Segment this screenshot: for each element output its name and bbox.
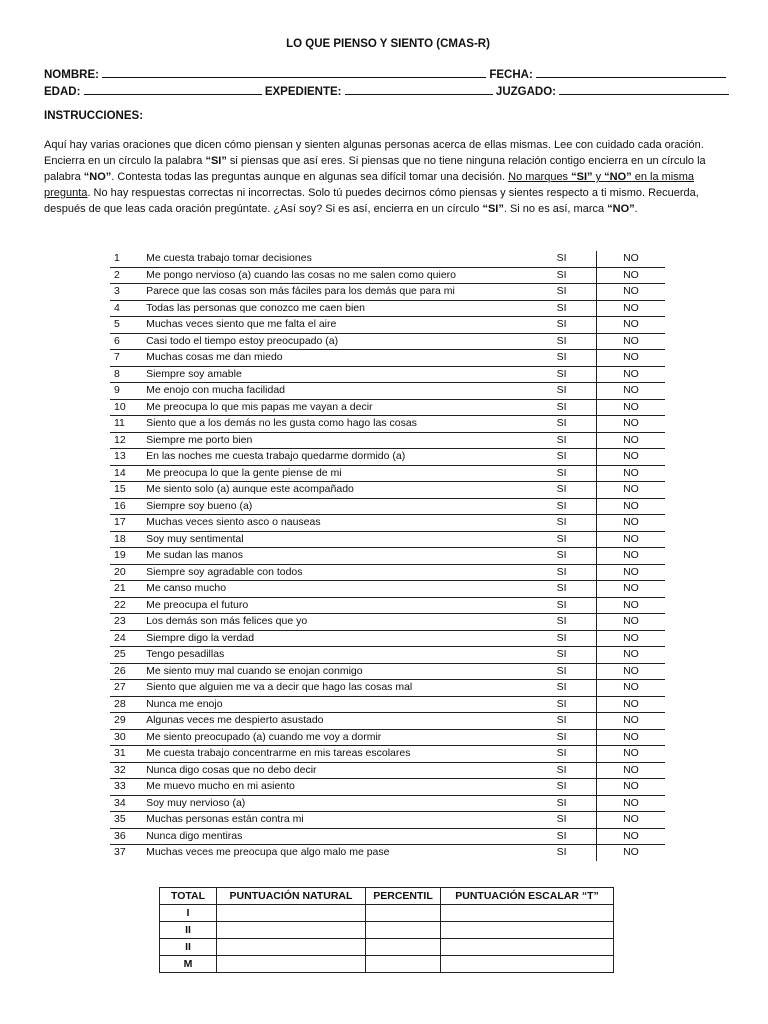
- table-row: [110, 317, 665, 334]
- item-text: Muchas veces me preocupa que algo malo me pase: [146, 846, 390, 859]
- item-number: 7: [110, 350, 146, 367]
- score-header-total: TOTAL: [160, 888, 217, 905]
- table-row: [110, 284, 665, 301]
- option-si[interactable]: SI: [517, 383, 596, 400]
- item-number: 29: [110, 713, 146, 730]
- item-number: 13: [110, 449, 146, 466]
- instructions-text: Aquí hay varias oraciones que dicen cómo piensan y sienten algunas personas acerca de ellas mismas. Lee con cuidado cada oración. Encierra en un círculo la palabra “SI” si piensas que así eres. Si piensas que no tiene ninguna relación contigo encierra en un círculo la palabra “NO”. Contesta todas las preguntas aunque en algunas sea difícil tomar una decisión. No marques “SI” y “NO” en la misma pregunta. No hay respuestas correctas ni incorrectas. Solo tú puedes decirnos cómo piensas y sientes respecto a ti mismo. Recuerda, después de que leas cada oración pregúntate. ¿Así soy? Si es así, encierra en un círculo “SI”. Si no es así, marca “NO”.: [44, 139, 706, 215]
- table-row: [110, 267, 665, 284]
- escalar-cell[interactable]: [441, 905, 614, 922]
- table-row: [110, 597, 665, 614]
- option-si[interactable]: SI: [517, 399, 596, 416]
- item-text: Me cuesta trabajo concentrarme en mis tareas escolares: [146, 746, 517, 763]
- score-header-row: [160, 888, 614, 905]
- item-text: Me preocupa lo que la gente piense de mi: [146, 465, 517, 482]
- table-row: [110, 647, 665, 664]
- nombre-field[interactable]: [102, 66, 486, 78]
- option-no[interactable]: NO: [596, 350, 665, 367]
- score-row: [160, 939, 614, 956]
- item-number: 27: [110, 680, 146, 697]
- option-si[interactable]: SI: [517, 795, 596, 812]
- option-no[interactable]: NO: [596, 531, 665, 548]
- option-si[interactable]: SI: [517, 630, 596, 647]
- percentil-cell[interactable]: [366, 956, 441, 973]
- item-text: En las noches me cuesta trabajo quedarme dormido (a): [146, 449, 517, 466]
- item-number: 3: [110, 284, 146, 301]
- table-row: [110, 300, 665, 317]
- header-row-1: [44, 66, 734, 81]
- item-text: Me preocupa lo que mis papas me vayan a decir: [146, 399, 517, 416]
- item-text: Soy muy sentimental: [146, 531, 517, 548]
- item-number: 2: [110, 267, 146, 284]
- table-row: [110, 432, 665, 449]
- option-no[interactable]: NO: [596, 482, 665, 499]
- natural-score-cell[interactable]: [217, 922, 366, 939]
- item-text: Muchas personas están contra mi: [146, 812, 517, 829]
- item-text: Siento que a los demás no les gusta como hago las cosas: [146, 416, 517, 433]
- option-no[interactable]: NO: [596, 597, 665, 614]
- option-si[interactable]: SI: [517, 416, 596, 433]
- item-text: Siempre digo la verdad: [146, 630, 517, 647]
- item-number: 36: [110, 828, 146, 845]
- table-row: [110, 581, 665, 598]
- option-no[interactable]: NO: [596, 828, 665, 845]
- option-no[interactable]: NO: [596, 432, 665, 449]
- item-text: Me preocupa el futuro: [146, 597, 517, 614]
- edad-field[interactable]: [84, 83, 262, 95]
- escalar-cell[interactable]: [441, 939, 614, 956]
- score-row-label: II: [160, 939, 217, 956]
- item-number: 14: [110, 465, 146, 482]
- item-number: 24: [110, 630, 146, 647]
- item-text: Me muevo mucho en mi asiento: [146, 779, 517, 796]
- escalar-cell[interactable]: [441, 956, 614, 973]
- table-row: [110, 845, 665, 861]
- score-table: [159, 887, 614, 973]
- option-si[interactable]: SI: [517, 581, 596, 598]
- table-row: [110, 498, 665, 515]
- option-si[interactable]: SI: [517, 762, 596, 779]
- item-number: 16: [110, 498, 146, 515]
- option-no[interactable]: NO: [596, 663, 665, 680]
- table-row: [110, 465, 665, 482]
- option-si[interactable]: SI: [556, 846, 567, 859]
- option-si[interactable]: SI: [517, 564, 596, 581]
- option-si[interactable]: SI: [517, 432, 596, 449]
- item-number: 34: [110, 795, 146, 812]
- table-row: [110, 828, 665, 845]
- option-no[interactable]: NO: [596, 548, 665, 565]
- item-number: 31: [110, 746, 146, 763]
- item-text: Nunca me enojo: [146, 696, 517, 713]
- table-row: [110, 383, 665, 400]
- page-title: LO QUE PIENSO Y SIENTO (CMAS-R): [286, 38, 490, 50]
- option-si[interactable]: SI: [517, 498, 596, 515]
- score-header-percentil: PERCENTIL: [366, 888, 441, 905]
- option-no[interactable]: NO: [596, 614, 665, 631]
- score-row-label: I: [160, 905, 217, 922]
- item-number: 4: [110, 300, 146, 317]
- item-number: 1: [110, 251, 146, 267]
- option-si[interactable]: SI: [517, 729, 596, 746]
- option-si[interactable]: SI: [517, 300, 596, 317]
- juzgado-field[interactable]: [559, 83, 729, 95]
- item-text: Nunca digo cosas que no debo decir: [146, 762, 517, 779]
- option-no[interactable]: NO: [596, 498, 665, 515]
- item-number: 32: [110, 762, 146, 779]
- item-text: Me sudan las manos: [146, 548, 517, 565]
- table-row: [110, 713, 665, 730]
- item-number: 8: [110, 366, 146, 383]
- option-si[interactable]: SI: [517, 828, 596, 845]
- item-text: Me siento muy mal cuando se enojan conmigo: [146, 663, 517, 680]
- percentil-cell[interactable]: [366, 905, 441, 922]
- item-number: 22: [110, 597, 146, 614]
- item-text: Siempre soy bueno (a): [146, 498, 517, 515]
- score-row: [160, 922, 614, 939]
- fecha-label: FECHA:: [489, 69, 533, 81]
- item-number: 21: [110, 581, 146, 598]
- item-text: Me siento solo (a) aunque este acompañado: [146, 482, 517, 499]
- table-row: [110, 350, 665, 367]
- table-row: [110, 795, 665, 812]
- fecha-field[interactable]: [536, 66, 726, 78]
- item-number: 37: [114, 846, 126, 859]
- table-row: [110, 333, 665, 350]
- table-row: [110, 515, 665, 532]
- option-no[interactable]: NO: [596, 762, 665, 779]
- item-number: 15: [110, 482, 146, 499]
- item-text: Muchas veces siento asco o nauseas: [146, 515, 517, 532]
- item-number: 18: [110, 531, 146, 548]
- option-no[interactable]: NO: [596, 399, 665, 416]
- score-row: [160, 956, 614, 973]
- option-si[interactable]: SI: [517, 333, 596, 350]
- item-text: Parece que las cosas son más fáciles para los demás que para mi: [146, 284, 517, 301]
- option-si[interactable]: SI: [517, 696, 596, 713]
- option-no[interactable]: NO: [596, 333, 665, 350]
- item-text: Me cuesta trabajo tomar decisiones: [146, 251, 517, 267]
- item-text: Siempre soy amable: [146, 366, 517, 383]
- option-no[interactable]: NO: [596, 680, 665, 697]
- table-row: [110, 564, 665, 581]
- option-no[interactable]: NO: [596, 630, 665, 647]
- option-no[interactable]: NO: [596, 366, 665, 383]
- item-text: Los demás son más felices que yo: [146, 614, 517, 631]
- option-no[interactable]: NO: [596, 729, 665, 746]
- option-si[interactable]: SI: [517, 614, 596, 631]
- expediente-label: EXPEDIENTE:: [264, 86, 342, 98]
- option-no[interactable]: NO: [596, 812, 665, 829]
- item-number: 6: [110, 333, 146, 350]
- option-si[interactable]: SI: [517, 465, 596, 482]
- item-text: Todas las personas que conozco me caen bien: [146, 300, 517, 317]
- juzgado-label: JUZGADO:: [495, 86, 556, 98]
- option-si[interactable]: SI: [517, 713, 596, 730]
- table-row: [110, 416, 665, 433]
- option-si[interactable]: SI: [517, 482, 596, 499]
- natural-score-cell[interactable]: [217, 905, 366, 922]
- score-row-label: II: [160, 922, 217, 939]
- item-number: 10: [110, 399, 146, 416]
- item-number: 25: [110, 647, 146, 664]
- option-no[interactable]: NO: [596, 713, 665, 730]
- nombre-label: NOMBRE:: [44, 69, 99, 81]
- table-row: [110, 630, 665, 647]
- item-number: 17: [110, 515, 146, 532]
- option-si[interactable]: SI: [517, 779, 596, 796]
- questionnaire-table: [110, 251, 665, 861]
- option-no[interactable]: NO: [596, 779, 665, 796]
- option-si[interactable]: SI: [517, 597, 596, 614]
- option-no[interactable]: NO: [596, 383, 665, 400]
- item-text: Soy muy nervioso (a): [146, 795, 517, 812]
- option-no[interactable]: NO: [596, 696, 665, 713]
- table-row: [110, 762, 665, 779]
- option-no[interactable]: NO: [596, 647, 665, 664]
- option-si[interactable]: SI: [517, 449, 596, 466]
- table-row: [110, 779, 665, 796]
- option-no[interactable]: NO: [596, 416, 665, 433]
- score-header-escalar: PUNTUACIÓN ESCALAR “T”: [441, 888, 614, 905]
- table-row: [110, 812, 665, 829]
- option-no[interactable]: NO: [596, 746, 665, 763]
- table-row: [110, 663, 665, 680]
- option-no[interactable]: NO: [596, 251, 665, 267]
- item-text: Me enojo con mucha facilidad: [146, 383, 517, 400]
- option-no[interactable]: NO: [596, 465, 665, 482]
- item-number: 19: [110, 548, 146, 565]
- option-no[interactable]: NO: [596, 845, 665, 861]
- item-number: 23: [110, 614, 146, 631]
- escalar-cell[interactable]: [441, 922, 614, 939]
- item-number: 11: [110, 416, 146, 433]
- option-si[interactable]: SI: [517, 663, 596, 680]
- option-si[interactable]: SI: [517, 284, 596, 301]
- item-number: 26: [110, 663, 146, 680]
- item-number: 30: [110, 729, 146, 746]
- option-no[interactable]: NO: [596, 564, 665, 581]
- option-no[interactable]: NO: [596, 267, 665, 284]
- item-text: Nunca digo mentiras: [146, 828, 517, 845]
- option-no[interactable]: NO: [596, 284, 665, 301]
- table-row: [110, 680, 665, 697]
- item-text: Algunas veces me despierto asustado: [146, 713, 517, 730]
- option-si[interactable]: SI: [517, 251, 596, 267]
- item-number: 5: [110, 317, 146, 334]
- option-si[interactable]: SI: [517, 531, 596, 548]
- table-row: [110, 614, 665, 631]
- option-si[interactable]: SI: [517, 366, 596, 383]
- table-row: [110, 696, 665, 713]
- item-text: Muchas veces siento que me falta el aire: [146, 317, 517, 334]
- table-row: [110, 729, 665, 746]
- table-row: [110, 251, 665, 267]
- option-si[interactable]: SI: [517, 746, 596, 763]
- item-text: Muchas cosas me dan miedo: [146, 350, 517, 367]
- option-si[interactable]: SI: [517, 317, 596, 334]
- item-number: 33: [110, 779, 146, 796]
- item-number: 28: [110, 696, 146, 713]
- item-text: Casi todo el tiempo estoy preocupado (a): [146, 333, 517, 350]
- item-text: Me canso mucho: [146, 581, 517, 598]
- item-text: Me pongo nervioso (a) cuando las cosas no me salen como quiero: [146, 267, 517, 284]
- item-text: Siento que alguien me va a decir que hago las cosas mal: [146, 680, 517, 697]
- option-si[interactable]: SI: [517, 515, 596, 532]
- item-number: 9: [110, 383, 146, 400]
- instructions-title: INSTRUCCIONES:: [44, 110, 144, 122]
- table-row: [110, 531, 665, 548]
- item-text: Siempre me porto bien: [146, 432, 517, 449]
- option-si[interactable]: SI: [517, 680, 596, 697]
- option-no[interactable]: NO: [596, 449, 665, 466]
- option-no[interactable]: NO: [596, 317, 665, 334]
- item-number: 12: [110, 432, 146, 449]
- option-no[interactable]: NO: [596, 515, 665, 532]
- item-text: Tengo pesadillas: [146, 647, 517, 664]
- option-si[interactable]: SI: [517, 812, 596, 829]
- option-si[interactable]: SI: [517, 647, 596, 664]
- percentil-cell[interactable]: [366, 922, 441, 939]
- natural-score-cell[interactable]: [217, 939, 366, 956]
- edad-label: EDAD:: [44, 86, 81, 98]
- option-no[interactable]: NO: [596, 581, 665, 598]
- natural-score-cell[interactable]: [217, 956, 366, 973]
- score-row-label: M: [160, 956, 217, 973]
- percentil-cell[interactable]: [366, 939, 441, 956]
- table-row: [110, 449, 665, 466]
- score-row: [160, 905, 614, 922]
- option-si[interactable]: SI: [517, 267, 596, 284]
- table-row: [110, 548, 665, 565]
- option-no[interactable]: NO: [596, 795, 665, 812]
- table-row: [110, 746, 665, 763]
- score-header-natural: PUNTUACIÓN NATURAL: [217, 888, 366, 905]
- table-row: [110, 399, 665, 416]
- table-row: [110, 366, 665, 383]
- expediente-field[interactable]: [345, 83, 493, 95]
- option-no[interactable]: NO: [596, 300, 665, 317]
- item-number: 35: [110, 812, 146, 829]
- option-si[interactable]: SI: [517, 548, 596, 565]
- option-si[interactable]: SI: [517, 350, 596, 367]
- table-row: [110, 482, 665, 499]
- header-row-2: [44, 83, 734, 98]
- item-number: 20: [110, 564, 146, 581]
- item-text: Siempre soy agradable con todos: [146, 564, 517, 581]
- item-text: Me siento preocupado (a) cuando me voy a dormir: [146, 729, 517, 746]
